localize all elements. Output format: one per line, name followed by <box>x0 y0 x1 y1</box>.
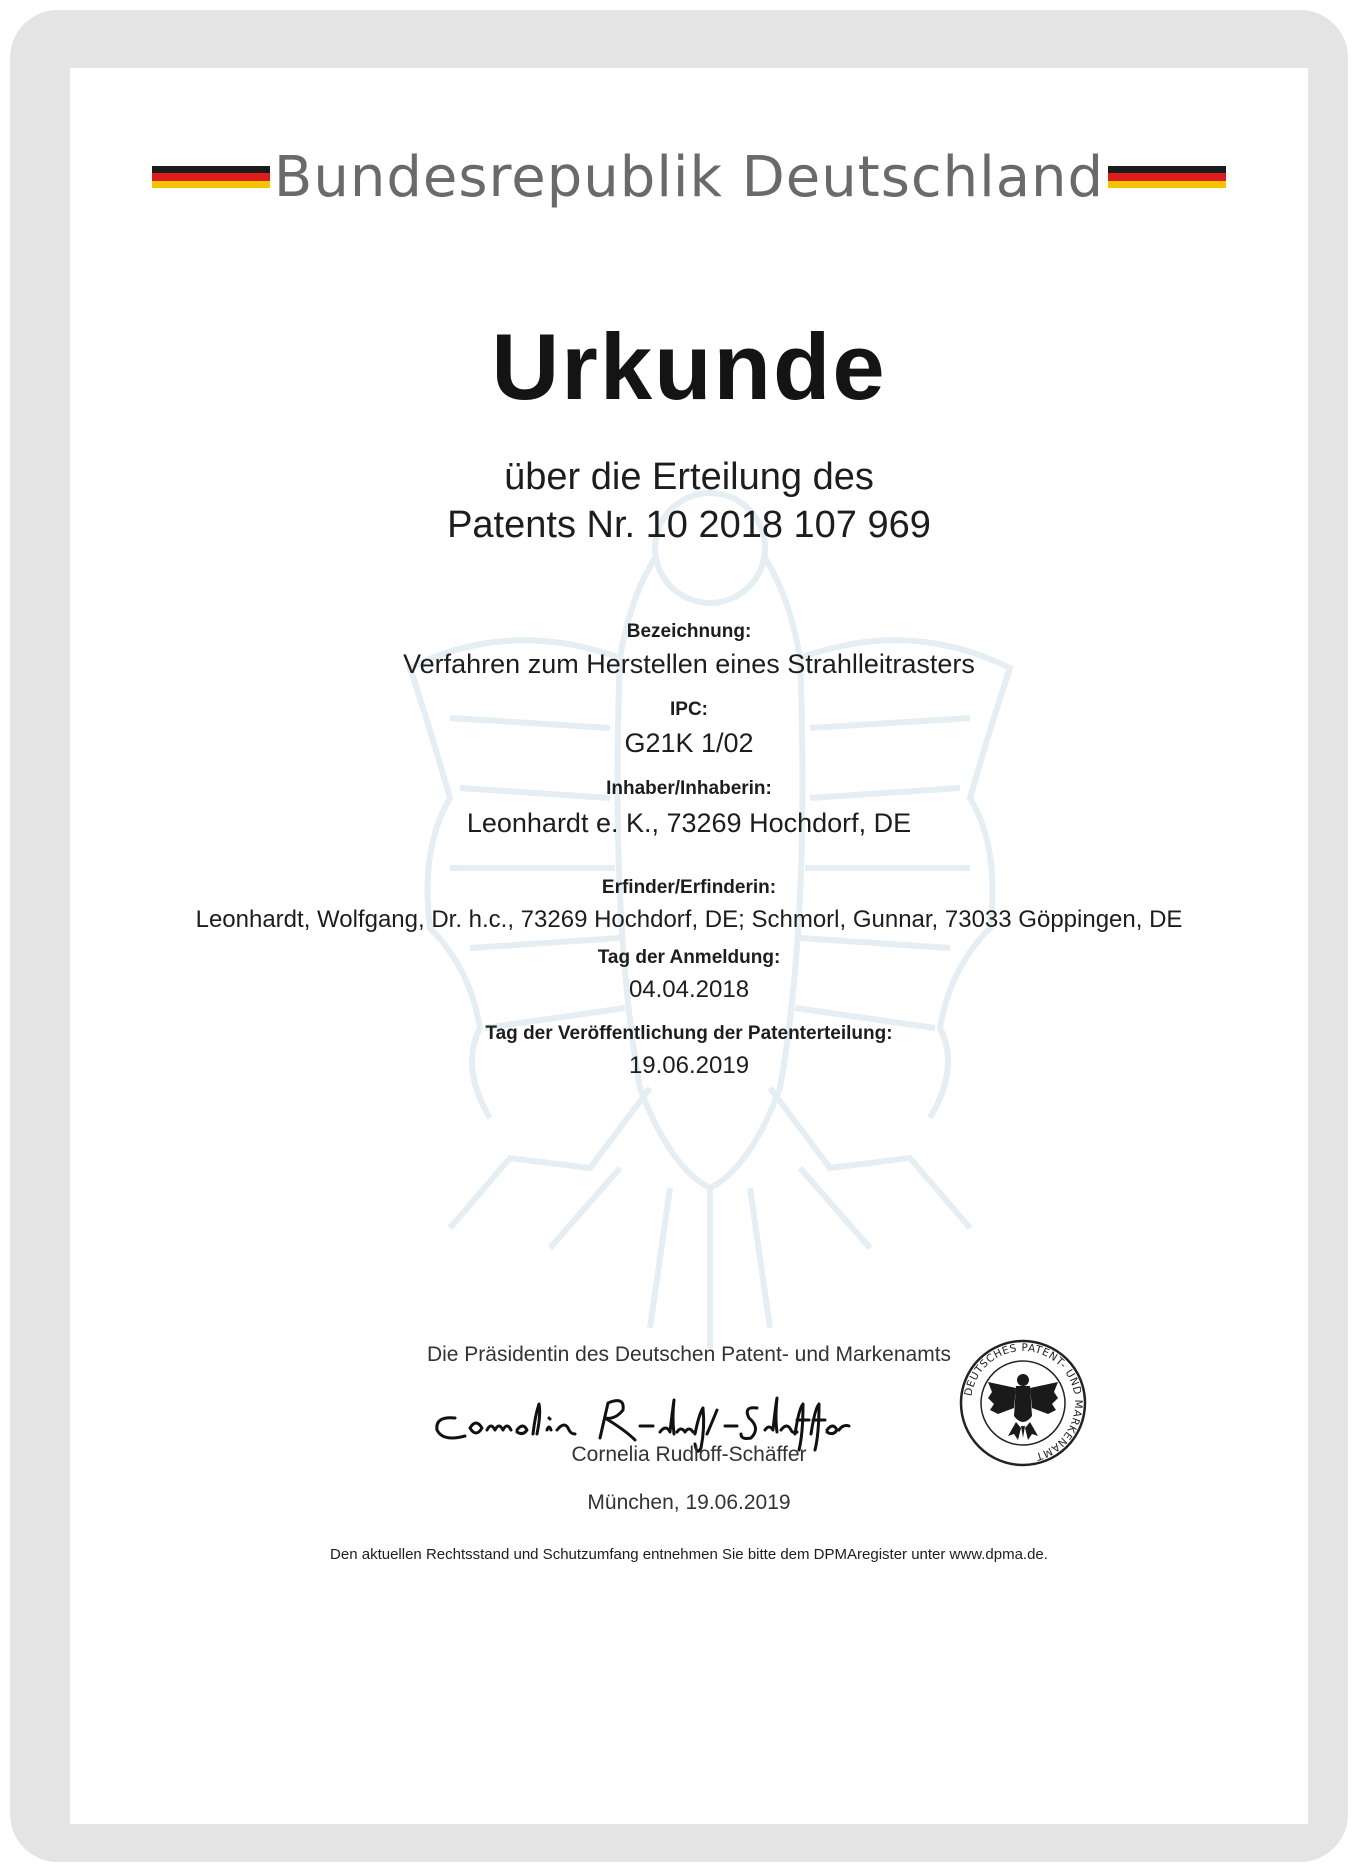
certificate-title: Urkunde <box>491 314 887 419</box>
issuer-text: Die Präsidentin des Deutschen Patent- und Markenamts <box>426 1343 952 1366</box>
bezeichnung-value: Verfahren zum Herstellen eines Strahlleitrasters <box>403 649 975 679</box>
inhaber-label: Inhaber/Inhaberin: <box>606 778 772 799</box>
place-date: München, 19.06.2019 <box>587 1491 791 1514</box>
eagle-seal-icon <box>958 1338 1088 1468</box>
anmeldung-label: Tag der Anmeldung: <box>597 947 781 968</box>
veroeffentlichung-value: 19.06.2019 <box>628 1052 750 1079</box>
document-frame <box>10 10 1348 1862</box>
register-note: Den aktuellen Rechtsstand und Schutzumfang entnehmen Sie bitte dem DPMAregister unter www.dpma.de. <box>330 1546 1048 1563</box>
country-name: Bundesrepublik Deutschland <box>273 145 1105 210</box>
signatory-name: Cornelia Rudloff-Schäffer <box>571 1443 807 1466</box>
seal-text: DEUTSCHES PATENT- UND MARKENAMT <box>962 1341 1085 1463</box>
erfinder-label: Erfinder/Erfinderin: <box>601 877 777 898</box>
inhaber-value: Leonhardt e. K., 73269 Hochdorf, DE <box>466 808 912 838</box>
bezeichnung-label: Bezeichnung: <box>626 621 752 642</box>
veroeffentlichung-label: Tag der Veröffentlichung der Patenterteilung: <box>485 1023 893 1044</box>
anmeldung-value: 04.04.2018 <box>628 976 750 1003</box>
erfinder-value: Leonhardt, Wolfgang, Dr. h.c., 73269 Hochdorf, DE; Schmorl, Gunnar, 73033 Göppingen, DE <box>195 906 1183 933</box>
subtitle-line-1: über die Erteilung des <box>504 456 874 498</box>
subtitle-line-2: Patents Nr. 10 2018 107 969 <box>447 504 931 546</box>
ipc-label: IPC: <box>670 699 708 720</box>
ipc-value: G21K 1/02 <box>624 728 754 758</box>
certificate-paper <box>70 68 1308 1824</box>
